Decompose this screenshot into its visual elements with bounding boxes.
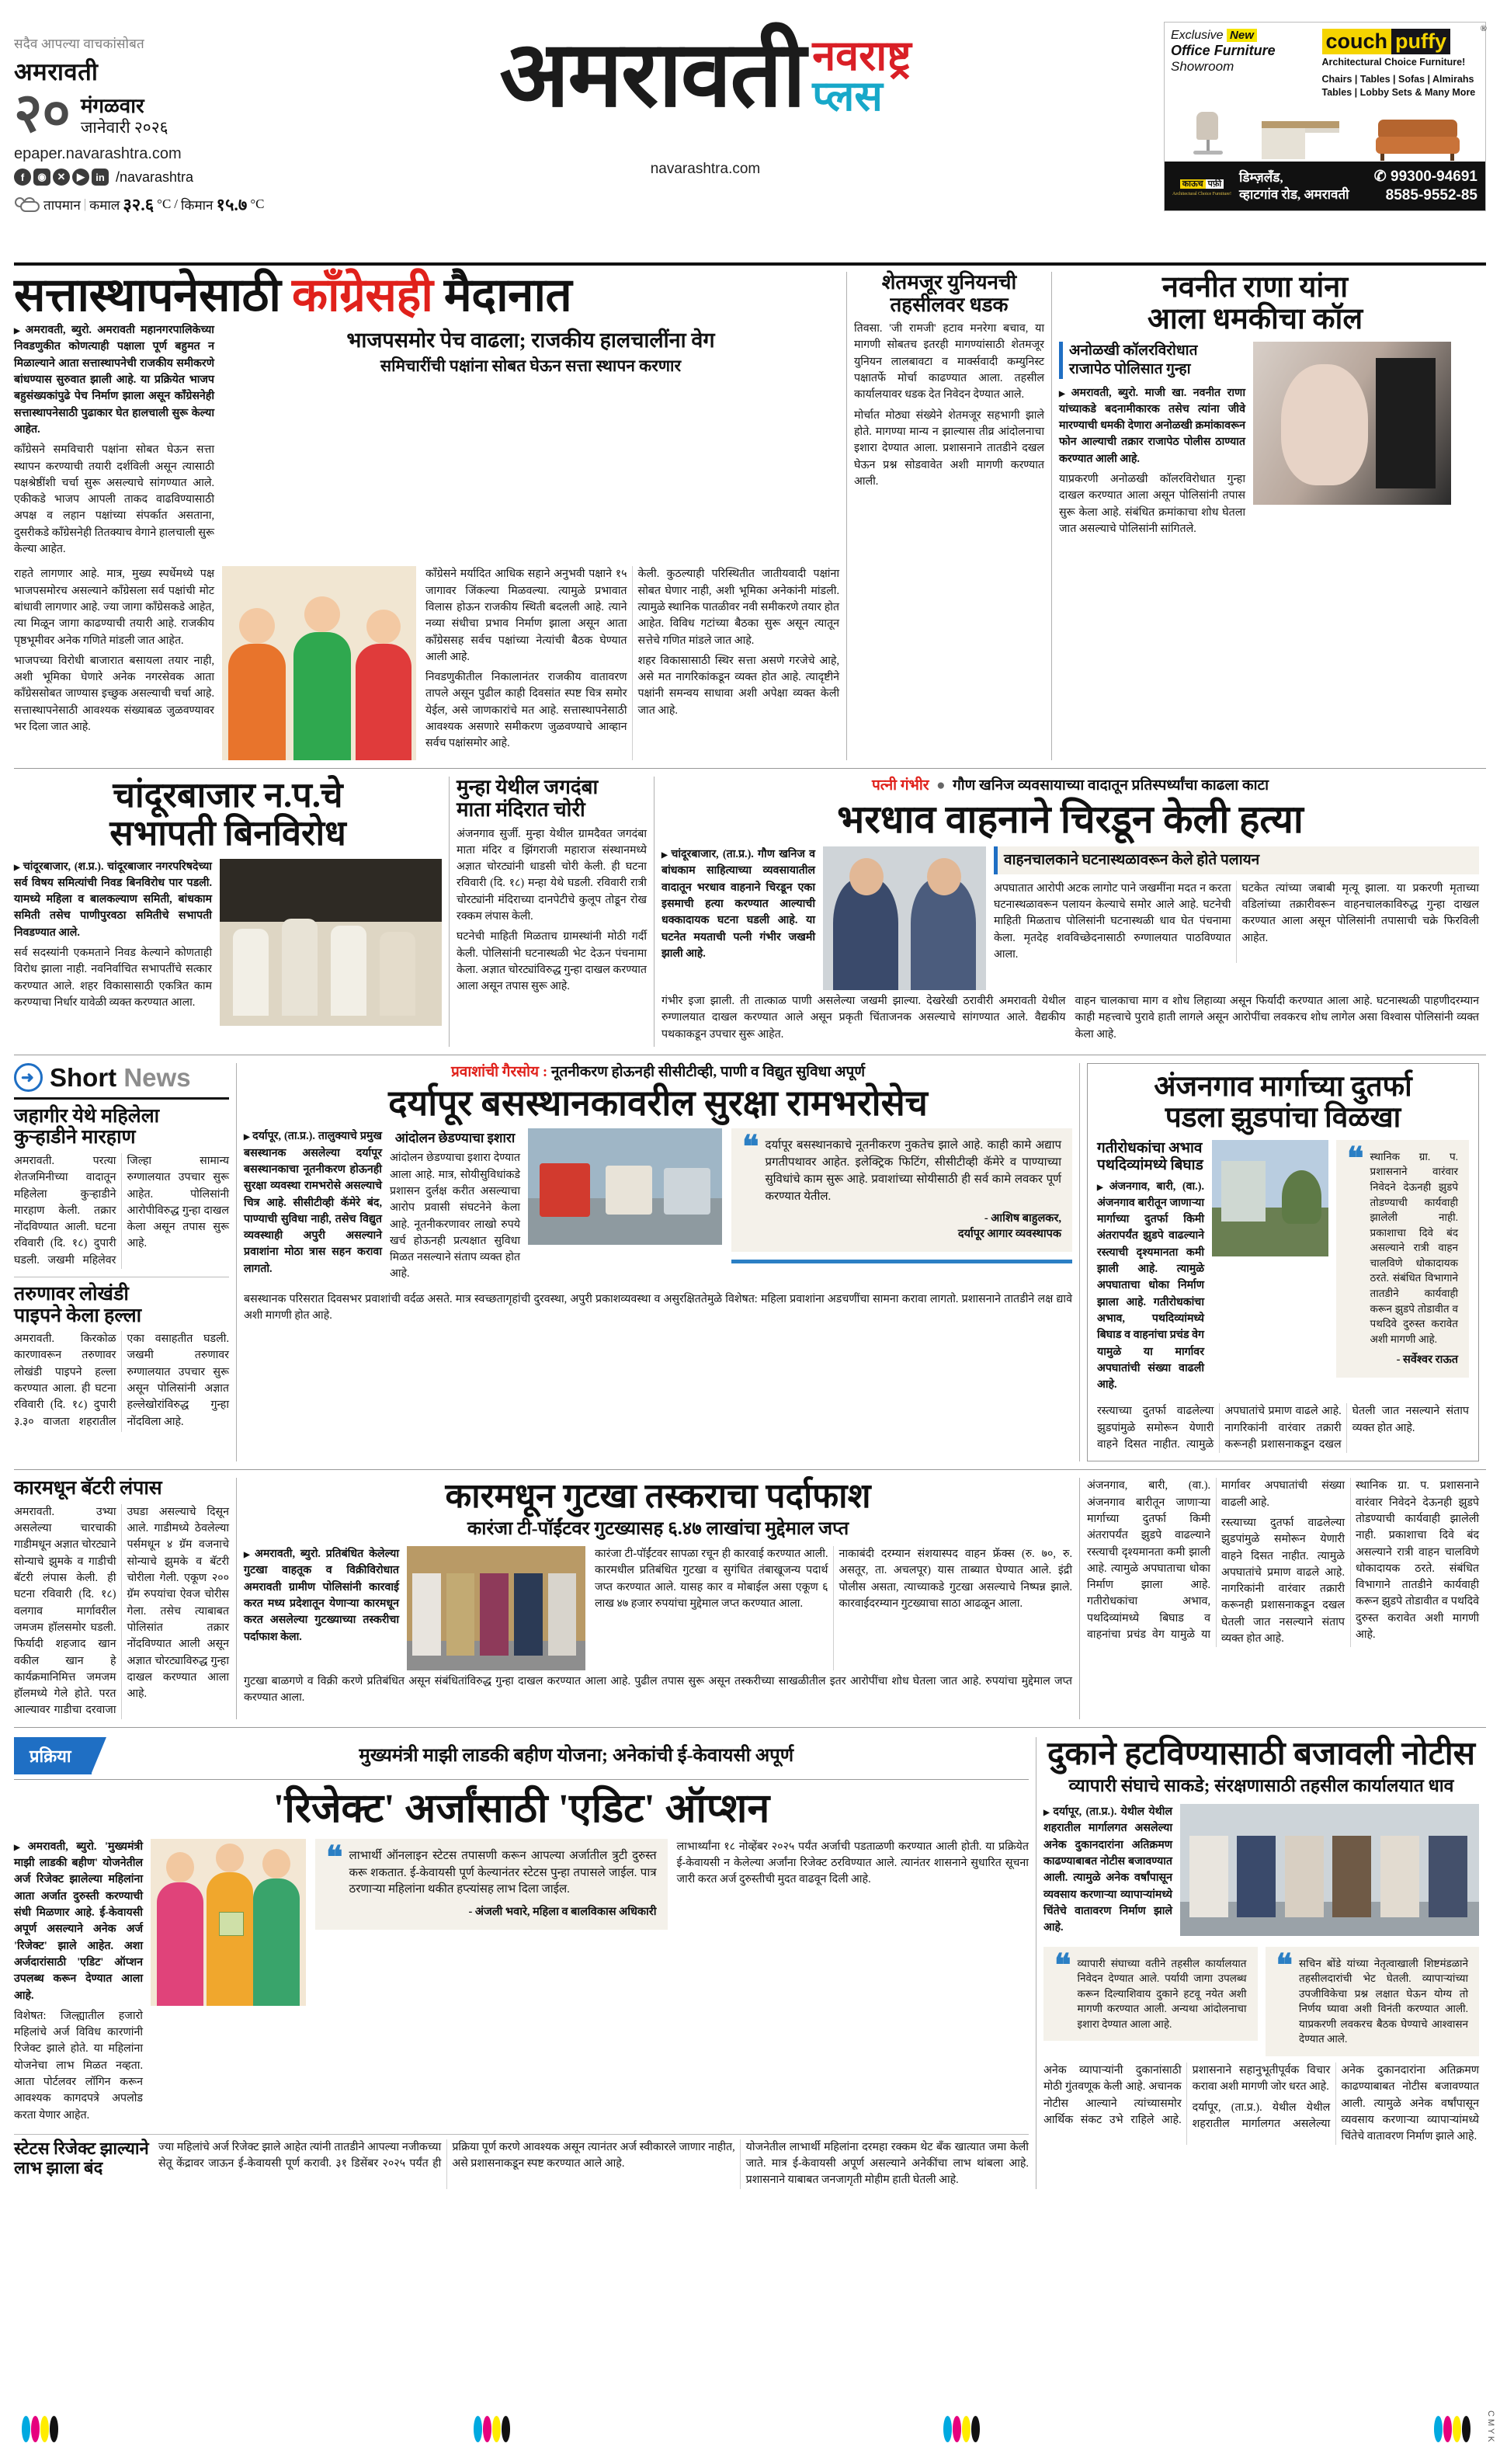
dukane-subhead: व्यापारी संघाचे साकडे; संरक्षणासाठी तहसील कार्यालयात धाव [1068,1776,1454,1796]
anjangaon-continued [1079,1478,1486,1719]
cmyk-label: C M Y K [1486,2410,1495,2442]
office-chair-image [1190,112,1226,162]
dukane-quote-2-wrap [1266,1947,1480,2056]
weather-strip [14,193,265,216]
social-links[interactable] [14,169,247,186]
temp-min-label: किमान [181,197,214,213]
arrow-circle-icon [14,1063,43,1092]
quote-mark-icon: ❝ [1276,1948,1293,1983]
ad-mini-brand-b: पफ़ी [1206,179,1224,189]
story-battery [14,1478,236,1719]
anjangaon-quote-wrap [1336,1140,1469,1398]
hatya-headline: भरधाव वाहनाने चिरडून केली हत्या [837,798,1304,842]
masthead-tagline: सदैव आपल्या वाचकांसोबत [14,36,144,51]
reject-col-3: लाभार्थ्यांना १८ नोव्हेंबर २०२५ पर्यंत अर्जाची पडताळणी करण्यात आली होती. या प्रक्रियेत ई-केवायसी न केलेल्या अर्जांना रिजेक्ट ठरविण्यात आले. त्यानंतर शासनाने सुधारित सूचना जारी करत अर्ज दुरुस्तीची मुदत वाढवून दिली आहे. [676,1840,1029,1886]
shortnews-2-headline: तरुणावर लोखंडी पाइपने केला हल्ला [14,1284,142,1326]
masthead-logo [247,11,1164,178]
daryapur-photo [528,1128,722,1245]
ad-mini-logo [1172,176,1231,196]
lead-subhead-block [222,322,839,561]
sun-cloud-icon [14,195,40,214]
anjangaon-cont-body: अंजनगाव, बारी, (वा.). अंजनगाव बारीतून जाणाऱ्या मार्गाच्या दुतर्फा किमी अंतरापर्यंत झुडपे वाढल्याने रस्त्याची दृश्यमानता कमी झाली आहे. त्यामुळे अपघाताचा धोका निर्माण झाला आहे. गतीरोधकांचा अभाव, पथदिव्यांमध्ये बिघाड व वाहनांचा प्रचंड वेग यामुळे या मार्गावर अपघातांची संख्या वाढली आहे. रस्त्याच्या दुतर्फा वाढलेल्या झुडपांमुळे समोरून येणारी वाहने दिसत नाहीत. त्यामुळे अपघातांचे प्रमाण वाढले आहे. नागरिकांनी वारंवार तक्रारी करूनही प्रशासनाकडून दखल घेतली जात नसल्याने संताप व्यक्त होत आहे. स्थानिक ग्रा. प. प्रशासनाने वारंवार निवेदने देऊनही झुडपे तोडण्याची कार्यवाही झालेली नाही. प्रकाशाचा दिवे बंद असल्याने रात्री वाहन चालविणे धोकादायक ठरते. संबंधित विभागाने तातडीने कार्यवाही करून झुडपे तोडावीत व पथदिवे दुरुस्त करावेत अशी मागणी आहे. [1087,1479,1479,1645]
newspaper-logo-title: अमरावती [499,23,805,126]
daryapur-kicker: प्रवाशांची गैरसोय : नूतनीकरण होऊनही सीसीटीव्ही, पाणी व विद्युत सुविधा अपूर्ण [450,1063,866,1080]
daryapur-quote-attrib: - आशिष बाहुलकर, दर्यापूर आगार व्यवस्थापक [957,1212,1061,1240]
mhasla-headline: मुन्हा येथील जगदंबा माता मंदिरात चोरी [457,776,599,821]
shortnews-1-body: अमरावती. परत्या शेतजमिनीच्या वादातून महिलेला कुऱ्हाडीने मारहाण केली. तक्रार नोंदविण्यात आली. घटना रविवारी (दि. १८) दुपारी घडली. जखमी महिलेवर जिल्हा सामान्य रुग्णालयात उपचार सुरू आहेत. पोलिसांनी आरोपीविरुद्ध गुन्हा दाखल केला असून तपास सुरू आहे. [14,1154,229,1267]
date-day: २० [14,84,71,144]
story-hatya [654,777,1486,1047]
shortnews-2-body: अमरावती. किरकोळ कारणावरून तरुणावर लोखंडी पाइपने हल्ला करण्यात आला. ही घटना रविवारी (दि. १८) दुपारी ३.३० वाजता शहरातील एका वसाहतीत घडली. जखमी तरुणावर रुग्णालयात उपचार सुरू असून पोलिसांनी अज्ञात हल्लेखोरांविरुद्ध गुन्हा नोंदविला आहे. [14,1333,229,1428]
second-row [14,777,1486,1047]
chandur-photo [220,859,442,1026]
mhasla-body: अंजनगाव सुर्जी. मुन्हा येथील ग्रामदैवत जगदंबा माता मंदिर व झिंगराजी महाराज संस्थानमध्ये अज्ञात चोरट्यांनी धाडसी चोरी केली. ही घटना रविवारी (दि. १८) मन्हा येथे घडली. रविवारी रात्री चोरट्यांनी मंदिराच्या दानपेटीचे कुलूप तोडून रोख रक्कम लंपास केली. घटनेची माहिती मिळताच ग्रामस्थांनी मोठी गर्दी केली. पोलिसांनी घटनास्थळी भेट देऊन पंचनामा केला. अज्ञात चोरट्यांविरुद्ध गुन्हा दाखल करण्यात आला असून तपास सुरू आहे. [457,827,647,993]
instagram-icon[interactable]: ◉ [33,169,50,186]
temp-max-label: कमाल [89,197,120,213]
quote-mark-icon: ❝ [326,1840,343,1875]
hatya-col-5: वाहन चालकाचा माग व शोध लिहाव्या असून फिर्यादी करण्यात आला आहे. घटनास्थळी पाहणीदरम्यान काही महत्त्वाचे पुरावे हाती लागले असून आरोपींचा लवकरच शोध लागेल असा विश्वास पोलिसांनी व्यक्त केला आहे. [1075,995,1479,1041]
shetmajur-headline: शेतमजूर युनियनची तहसीलवर धडक [881,271,1017,316]
reject-kicker: मुख्यमंत्री माझी लाडकी बहीण योजना; अनेकांची ई-केवायसी अपूर्ण [359,1745,794,1766]
lead-col-1: ▶ अमरावती, ब्युरो. अमरावती महानगरपालिकेच्या निवडणुकीत कोणत्याही पक्षाला पूर्ण बहुमत न मिळाल्याने आता सत्तास्थापनेची राजकीय समीकरणे बांधण्यास सुरुवात झाली आहे. या प्रक्रियेत भाजप बहुसंख्यकांपुढे पेच निर्माण झाला असून काँग्रेसनेही सत्तास्थापनेसाठी पुढाकार घेत हालचाली सुरू केल्या आहेत. काँग्रेसने समविचारी पक्षांना सोबत घेऊन सत्ता स्थापन करण्याची तयारी दर्शविली असून त्यासाठी पक्षश्रेष्ठींशी चर्चा सुरू असल्याचे सांगण्यात आले. एकीकडे भाजप आपली ताकद वाढविण्यासाठी अपक्ष व लहान पक्षांच्या संपर्कात असताना, दुसरीकडे काँग्रेसनेही तितक्याच वेगाने हालचाली सुरू केल्या आहेत. [14,322,222,561]
lead-col-3: काँग्रेसने मर्यादित आधिक सहाने अनुभवी पक्षाने १५ जागावर जिंकल्या मिळवल्या. त्यामुळे प्रभावात विलास होऊन राजकीय स्थिती बदलली आहे. त्याने नव्या संधीचा प्रभाव निर्माण झाला असून आता काँग्रेससह सर्वच पक्षांच्या नेत्यांची बैठक घेण्यात आली आहे. निवडणुकीतील निकालानंतर राजकीय वातावरण तापले असून पुढील काही दिवसांत स्पष्ट चित्र समोर येईल, असे जाणकारांचे मत आहे. सत्तास्थापनेसाठी आवश्यक असणारे समीकरण जुळवण्याचे आव्हान सर्वच पक्षांसमोर आहे. केली. कुठल्याही परिस्थितीत जातीयवादी पक्षांना सोबत घेणार नाही, अशी भूमिका अनेकांनी मांडली. त्यामुळे स्थानिक पातळीवर नवी समीकरणे तयार होत आहेत. विविध गटांच्या बैठका सुरू असून त्यातून सत्तेचे गणित मांडले जात आहे. शहर विकासासाठी स्थिर सत्ता असणे गरजेचे आहे, असे मत नागरिकांकडून व्यक्त होत आहे. त्यादृष्टीने पक्षांनी समन्वय साधावा अशी अपेक्षा व्यक्त केली जात आहे. [425,568,839,750]
navneet-body: ▶ अमरावती, ब्युरो. माजी खा. नवनीत राणा यांच्याकडे बदनामीकारक तसेच त्यांना जीवे मारण्याची धमकी देणारा अनोळखी क्रमांकावरून फोन आल्याची तक्रार राजापेठ पोलीस ठाण्यात करण्यात आली आहे. याप्रकरणी अनोळखी कॉलरविरोधात गुन्हा दाखल करण्यात आला असून पोलिसांनी तपास सुरू केला आहे. संबंधित क्रमांकाचा शोध घेतला जात असल्याचे पोलिसांनी सांगितले. [1059,385,1245,538]
fourth-row [14,1478,1486,1719]
gutkha-col-4: गुटखा बाळगणे व विक्री करणे प्रतिबंधित असून संबंधितांविरुद्ध गुन्हा दाखल करण्यात आला आहे. पुढील तपास सुरू असून तस्करीच्या साखळीतील इतर आरोपींचा शोध घेतला जात आहे. रुपयांचा मुद्देमाल जप्त करण्यात आला. [244,1675,1072,1705]
x-twitter-icon[interactable]: ✕ [53,169,70,186]
registered-mark-icon: ® [1480,24,1487,33]
navneet-photo [1253,342,1451,505]
ad-phone-2: 8585-9552-85 [1385,186,1477,203]
daryapur-col-2-wrap: आंदोलन छेडण्याचा इशारा आंदोलन छेडण्याचा इशारा देण्यात आला आहे. मात्र, सोयीसुविधांकडे प्रशासन दुर्लक्ष करीत असल्याचा आरोप प्रवासी संघटनेने केला आहे. नूतनीकरणावर लाखो रुपये खर्च होऊनही प्रत्यक्षात सुविधा मिळत नसल्याने संताप व्यक्त होत आहे. [390,1128,528,1286]
reject-col-rest: ज्या महिलांचे अर्ज रिजेक्ट झाले आहेत त्यांनी तातडीने आपल्या नजीकच्या सेतू केंद्रावर जाऊन ई-केवायसी पूर्ण करावी. ३१ डिसेंबर २०२५ पर्यंत ही प्रक्रिया पूर्ण करणे आवश्यक असून त्यानंतर अर्ज स्वीकारले जाणार नाहीत, असे प्रशासनाकडून स्पष्ट करण्यात आले आहे. योजनेतील लाभार्थी महिलांना दरमहा रक्कम थेट बँक खात्यात जमा केली जाते. मात्र ई-केवायसी अपूर्ण असल्याने अनेकींचा लाभ थांबला आहे. प्रशासनाने याबाबत जनजागृती मोहीम हाती घेतली आहे. [158,2140,1029,2187]
date-month-year: जानेवारी २०२६ [80,118,168,137]
hatya-right [994,846,1479,990]
short-news-item-2 [14,1284,229,1432]
ad-exclusive-text: Exclusive [1171,29,1224,42]
short-news-title-b: News [123,1062,191,1092]
hatya-subbar: वाहनचालकाने घटनास्थळावरून केले होते पलायन [994,846,1479,874]
daryapur-quote-wrap [731,1128,1072,1286]
ad-new-badge: New [1227,29,1257,42]
dukane-col-4: अनेक व्यापाऱ्यांनी दुकानांसाठी मोठी गुंतवणूक केली आहे. अचानक नोटीस आल्याने त्यांच्यासमोर आर्थिक संकट उभे राहिले आहे. प्रशासनाने सहानुभूतीपूर्वक विचार करावा अशी मागणी जोर धरत आहे. दर्यापूर, (ता.प्र.). येथील येथील शहरातील मार्गालगत असलेल्या अनेक दुकानदारांना अतिक्रमण काढण्याबाबत नोटीस बजावण्यात आली. त्यामुळे अनेक वर्षांपासून व्यवसाय करणाऱ्या व्यापाऱ्यांमध्ये चिंतेचे वातावरण निर्माण झाले आहे. [1043,2063,1479,2143]
ad-address-line1: डिम्ज़लँड, [1238,170,1283,186]
ad-product-images [1165,101,1485,162]
anjangaon-body-2: रस्त्याच्या दुतर्फा वाढलेल्या झुडपांमुळे समोरून येणारी वाहने दिसत नाहीत. त्यामुळे अपघातांचे प्रमाण वाढले आहे. नागरिकांनी वारंवार तक्रारी करूनही प्रशासनाकडून दखल घेतली जात नसल्याने संताप व्यक्त होत आहे. [1097,1405,1469,1451]
youtube-icon[interactable]: ▶ [72,169,89,186]
lead-photo-illustration [222,566,416,760]
anjangaon-photo [1212,1140,1328,1256]
dukane-photo [1180,1804,1479,1936]
shortnews-1-headline: जहागीर येथे महिलेला कुऱ्हाडीने मारहाण [14,1105,160,1149]
website-url[interactable]: navarashtra.com [650,161,761,178]
logo-brand-line2: प्लस [812,73,883,120]
masthead-left [14,11,265,216]
daryapur-quote: ❝ दर्यापूर बसस्थानकाचे नूतनीकरण नुकतेच झाले आहे. काही कामे अद्याप प्रगतीपथावर आहेत. इलेक्ट्रिक फिटिंग, सीसीटीव्ही कॅमेरे व पाण्याच्या सुविधांचे काम सुरू आहे. प्रवाशांच्या सोयीसाठी ही सर्व कामे लवकर पूर्ण करण्यात येतील. - आशिष बाहुलकर, दर्यापूर आगार व्यवस्थापक [731,1128,1072,1251]
daryapur-sub-red: आंदोलन छेडण्याचा इशारा [394,1131,516,1146]
story-mhasla [449,777,654,1047]
gutkha-headline: कारमधून गुटखा तस्कराचा पर्दाफाश [445,1477,871,1516]
short-news-header [14,1063,229,1093]
edition-city: अमरावती [14,58,99,85]
ad-tagline: Architectural Choice Furniture! [1321,57,1466,68]
process-badge: प्रक्रिया [14,1737,92,1774]
lead-story [14,269,846,760]
gutkha-subhead: कारंजा टी-पॉईंटवर गुटख्यासह ६.४७ लाखांचा मुद्देमाल जप्त [467,1518,849,1539]
ad-product-list-1: Chairs | Tables | Sofas | Almirahs [1321,74,1474,85]
ad-brand-puffy: puffy [1391,29,1450,54]
gutkha-col-2: कारंजा टी-पॉईंटवर सापळा रचून ही कारवाई करण्यात आली. कारमधील प्रतिबंधित गुटखा व सुगंधित तंबाखूजन्य पदार्थ जप्त करण्यात आले. यासह कार व मोबाईल असा एकूण ६ लाख ४७ हजार रुपयांचा मुद्देमाल जप्त करण्यात आला. नाकाबंदी दरम्यान संशयास्पद वाहन फ्रॅक्स (रु. ७०, रु. असतूर, ता. अचलपूर) यास ताब्यात घेण्यात आले. इंद्री पोलीस असता, त्याच्याकडे गुटखा असल्याचे निष्पन्न झाले. कारवाईदरम्यान गुटख्याचा साठा आढळून आला. [595,1548,1072,1611]
top-advertisement[interactable] [1164,22,1486,211]
story-reject [14,1737,1036,2189]
reject-illustration [151,1839,306,2006]
epaper-url[interactable]: epaper.navarashtra.com [14,145,182,163]
short-news-item-1 [14,1106,229,1269]
battery-body: अमरावती. उभ्या असलेल्या चारचाकी गाडीमधून अज्ञात चोरट्याने सोन्याचे झुमके व गाडीची बॅटरी लंपास केली. ही घटना रविवारी (दि. १८) वलगाव मार्गावरील जमजम हॉलसमोर घडली. फिर्यादी शहजाद खान वकील खान हे कार्यक्रमानिमित्त जमजम हॉलमध्ये गेले होते. परत आल्यावर गाडीचा दरवाजा उघडा असल्याचे दिसून आले. गाडीमध्ये ठेवलेल्या पर्समधून ४ ग्रॅम वजनाचे सोन्याचे झुमके व बॅटरी चोरीला गेली. एकूण २०० ग्रॅम रुपयांचा ऐवज चोरीस गेला. तसेच त्याबाबत पोलिसांत तक्रार नोंदविण्यात आली असून अज्ञात चोरट्याविरुद्ध गुन्हा दाखल करण्यात आला आहे. [14,1505,229,1717]
bottom-row [14,1737,1486,2189]
lead-row [14,269,1486,760]
linkedin-icon[interactable]: in [92,169,109,186]
hatya-col-2: अपघातात आरोपी अटक लागोट पाने जखमींना मदत न करता घटनास्थळावरून पलायन केल्याचे समोर आले आहे. घटनेची माहिती मिळताच पोलिसांनी घटनास्थळी धाव घेत पंचनामा केला. मृतदेह शवविच्छेदनासाठी रुग्णालयात पाठविण्यात आला. घटकेत त्यांच्या जबाबी मृत्यू झाला. या प्रकरणी मृताच्या वडिलांच्या तक्रारीवरून वाहनचालकाविरुद्ध गुन्हा दाखल करण्यात आला असून पोलिसांनी तपासाची चक्रे फिरविली आहेत. [994,881,1479,961]
ad-brand-couch: couch [1322,29,1392,54]
quote-mark-icon: ❝ [1054,1948,1071,1983]
facebook-icon[interactable]: f [14,169,31,186]
date-weekday: मंगळवार [80,95,144,117]
reject-quote-wrap [315,1839,668,2128]
ad-address-line2: व्हाटगांव रोड, अमरावती [1238,186,1349,202]
navneet-kicker: अनोळखी कॉलरविरोधात राजापेठ पोलिसात गुन्हा [1059,342,1245,379]
phone-icon: ✆ [1373,168,1387,185]
story-dukane [1036,1737,1486,2189]
quote-underline [731,1260,1072,1263]
daryapur-col-3: बसस्थानक परिसरात दिवसभर प्रवाशांची वर्दळ असते. मात्र स्वच्छतागृहांची दुरवस्था, अपुरी प्रकाशव्यवस्था व असुरक्षिततेमुळे विशेषत: महिला प्रवाशांना अडचणींचा सामना करावा लागतो. प्रशासनाने तातडीने लक्ष द्यावे अशी मागणी होत आहे. [244,1292,1072,1322]
story-gutkha [236,1478,1079,1719]
masthead [14,11,1486,258]
story-shetmajur [846,272,1051,760]
daryapur-col-1: ▶ दर्यापूर, (ता.प्र.). तालुक्याचे प्रमुख बसस्थानक असलेल्या दर्यापूर बसस्थानकाचा नूतनीकरण होऊनही सुरक्षा व्यवस्था रामभरोसे असल्याचे चित्र आहे. सीसीटीव्ही कॅमेरे बंद, पाण्याची सुविधा नाही, तसेच विद्युत व्यवस्थाही अपुरी असल्याने प्रवाशांना मोठा त्रास सहन करावा लागतो. [244,1128,390,1286]
navneet-headline: नवनीत राणा यांना आला धमकीचा कॉल [1147,271,1363,336]
story-anjangaon [1079,1063,1486,1461]
anjangaon-left: गतीरोधकांचा अभाव पथदिव्यांमध्ये बिघाड ▶ अंजनगाव, बारी, (वा.). अंजनगाव बारीतून जाणाऱ्या मार्गाच्या दुतर्फा किमी अंतरापर्यंत झुडपे वाढल्याने रस्त्याची दृश्यमानता कमी झाली आहे. त्यामुळे अपघाताचा धोका निर्माण झाला आहे. गतीरोधकांचा अभाव, पथदिव्यांमध्ये बिघाड व वाहनांचा प्रचंड वेग यामुळे या मार्गावर अपघातांची संख्या वाढली आहे. [1097,1140,1212,1398]
ad-showroom: Showroom [1171,59,1234,74]
cmyk-registration-marks [0,2416,1500,2447]
hatya-photo [823,846,986,990]
daryapur-headline: दर्यापूर बसस्थानकावरील सुरक्षा रामभरोसेच [388,1083,928,1123]
ad-mini-tagline: Architectural Choice Furniture! [1172,191,1231,196]
anjangaon-headline: अंजनगाव मार्गाच्या दुतर्फा पडला झुडपांचा विळखा [1154,1070,1412,1134]
chandur-headline: चांदूरबाजार न.प.चे सभापती बिनविरोध [109,776,346,853]
lead-col-1b: राहते लागणार आहे. मात्र, मुख्य स्पर्धेमध्ये पक्ष भाजपसमोरच असल्याने काँग्रेसला सर्व पक्षांची मोट बांधावी लागणार आहे. ज्या जागा काँग्रेसकडे आहेत, त्या मिळून जागा काढण्याची तयारी आहे. राजकीय पृष्ठभूमीवर अनेक गणिते मांडली जात आहेत. भाजपच्या विरोधी बाजारात बसायला तयार नाही, अशी भूमिका घेणारे अनेक नगरसेवक आता काँग्रेससोबत जाण्यास इच्छुक असल्याची चर्चा आहे. सत्तास्थापनेसाठी आवश्यक संख्याबळ जुळवण्यावर भर दिला जात आहे. [14,568,214,734]
anjangaon-sub: गतीरोधकांचा अभाव पथदिव्यांमध्ये बिघाड [1097,1139,1203,1173]
masthead-divider [14,262,1486,266]
row-divider-3 [14,1469,1486,1470]
gutkha-photo [407,1546,585,1670]
battery-headline: कारमधून बॅटरी लंपास [14,1478,162,1500]
anjangaon-quote-attrib: - सर्वेश्वर राऊत [1396,1354,1458,1367]
ad-mini-brand-a: काऊच [1180,179,1206,189]
office-desk-image [1262,121,1339,162]
reject-sub-center: स्टेटस रिजेक्ट झाल्याने लाभ झाला बंद [14,2138,149,2177]
logo-brand-line1: नवराष्ट्र [812,33,911,79]
ad-phone-1: 99300-94691 [1391,168,1477,185]
lead-subhead: भाजपसमोर पेच वाढला; राजकीय हालचालींना वेग [346,328,715,353]
hatya-col-1: ▶ चांदूरबाजार, (ता.प्र.). गौण खनिज व बांधकाम साहित्याच्या व्यवसायातील वादातून भरधाव वाहनाने चिरडून एका इसमाची हत्या करण्यात आल्याची धक्कादायक घटना घडली आहे. या घटनेत मयताची पत्नी गंभीर जखमी झाली आहे. [661,846,823,990]
dukane-col-1: ▶ दर्यापूर, (ता.प्र.). येथील येथील शहरातील मार्गालगत असलेल्या अनेक दुकानदारांना अतिक्रमण काढण्याबाबत नोटीस बजावण्यात आली. त्यामुळे अनेक वर्षांपासून व्यवसाय करणाऱ्या व्यापाऱ्यांमध्ये चिंतेचे वातावरण निर्माण झाले आहे. [1043,1804,1180,1940]
shetmajur-body: तिवसा. 'जी रामजी' हटाव मनरेगा बचाव, या मागणी सोबतच इतरही मागण्यांसाठी शेतमजूर युनियन लालबावटा व मार्क्सवादी कम्युनिस्ट पक्षातर्फे मोर्चा काढण्यात आला. तहसील कार्यालयावर धडक देत निवेदन देण्यात आले. मोर्चात मोठ्या संख्येने शेतमजूर सहभागी झाले होते. मागण्या मान्य न झाल्यास तीव्र आंदोलनाचा इशारा देण्यात आला. प्रशासनाने तातडीने दखल घेऊन प्रश्न सोडवावेत अशी मागणी करण्यात आली. [854,322,1044,488]
temp-unit-max: °C [157,196,172,212]
sofa-image [1376,118,1460,162]
short-news-title-a: Short [50,1062,117,1092]
quote-mark-icon: ❝ [1347,1141,1364,1176]
temp-label: तापमान [43,197,81,213]
lead-subhead-2: समिचारींची पक्षांना सोबत घेऊन सत्ता स्थापन करणार [380,356,682,376]
temp-unit-min: °C [250,196,265,212]
reject-col-1: ▶ अमरावती, ब्युरो. 'मुख्यमंत्री माझी लाडकी बहीण' योजनेतील अर्ज रिजेक्ट झालेल्या महिलांना आता अर्जात दुरुस्ती करण्याची संधी मिळणार आहे. ई-केवायसी अपूर्ण असल्याने अनेक अर्ज 'रिजेक्ट' झाले आहेत. अशा अर्जदारांसाठी 'एडिट' ऑप्शन उपलब्ध करून देण्यात आला आहे. विशेषत: जिल्ह्यातील हजारो महिलांचे अर्ज विविध कारणांनी रिजेक्ट झाले होते. या महिलांना योजनेचा लाभ मिळत नव्हता. आता पोर्टलवर लॉगिन करून आवश्यक कागदपत्रे अपलोड करता येणार आहेत. [14,1839,151,2128]
couchpuffy-logo [1322,24,1487,54]
reject-quote: ❝ लाभार्थी ऑनलाइन स्टेटस तपासणी करून आपल्या अर्जातील त्रुटी दुरुस्त करू शकतात. ई-केवायसी पूर्ण केल्यानंतर स्टेटस पुन्हा तपासले जाईल. पात्र ठरणाऱ्या महिलांना थकीत हप्त्यांसह लाभ दिला जाईल. - अंजली भवारे, महिला व बालविकास अधिकारी [315,1839,668,1930]
dukane-quote-1: ❝ व्यापारी संघाच्या वतीने तहसील कार्यालयात निवेदन देण्यात आले. पर्यायी जागा उपलब्ध करून दिल्याशिवाय दुकाने हटवू नयेत अशी मागणी करण्यात आली. अन्यथा आंदोलनाचा इशारा देण्यात आला आहे. [1043,1947,1258,2042]
lead-headline: सत्तास्थापनेसाठी काँग्रेसही मैदानात [14,269,572,321]
ad-product-list-2: Tables | Lobby Sets & Many More [1321,86,1476,98]
story-navneet [1051,272,1458,760]
temp-slash: / [174,196,179,212]
hatya-kicker: पत्नी गंभीर ● गौण खनिज व्यवसायाच्या वादातून प्रतिस्पर्ध्यांचा काढला काटा [871,777,1269,794]
gutkha-col-1: ▶ अमरावती, ब्युरो. प्रतिबंधित केलेल्या गुटखा वाहतूक व विक्रीविरोधात अमरावती ग्रामीण पोलिसांनी कारवाई करत मध्य प्रदेशातून येणाऱ्या कारमधून करत असलेल्या गुटख्याच्या तस्करीचा पर्दाफाश केला. [244,1546,407,1670]
ad-office-furniture: Office Furniture [1171,43,1276,58]
quote-mark-icon: ❝ [742,1130,759,1165]
dukane-quote-1-wrap [1043,1947,1266,2056]
reject-quote-attrib: - अंजली भवारे, महिला व बालविकास अधिकारी [468,1906,657,1919]
dukane-headline: दुकाने हटविण्यासाठी बजावली नोटीस [1047,1736,1476,1772]
hatya-col-4: गंभीर इजा झाली. ती तात्काळ पाणी असलेल्या जखमी झाल्या. देखरेखी ठरावीरी अमरावती येथील रुग्णालयात दाखल करण्यात आले असून प्रकृती चिंताजनक असल्याचे सांगण्यात आले. वैद्यकीय पथकाकडून उपचार सुरू आहेत. [661,995,1066,1041]
dukane-quote-2: ❝ सचिन बोंडे यांच्या नेतृत्वाखाली शिष्टमंडळाने तहसीलदारांची भेट घेतली. व्यापाऱ्यांच्या उपजीविकेचा प्रश्न लक्षात घेऊन योग्य तो निर्णय घ्यावा अशी विनंती करण्यात आली. याप्रकरणी लवकरच बैठक घेण्याचे आश्वासन देण्यात आले. [1266,1947,1480,2056]
temp-min-value: १५.७ [216,195,248,215]
third-row [14,1063,1486,1461]
social-handle[interactable]: /navarashtra [116,169,194,185]
row-divider-4 [14,1727,1486,1728]
row-divider-1 [14,768,1486,769]
temp-max-value: ३२.६ [123,195,155,215]
date-block [14,84,247,144]
temp-separator: | [83,196,87,212]
short-news-section [14,1063,236,1461]
reject-headline: 'रिजेक्ट' अर्जांसाठी 'एडिट' ऑप्शन [273,1786,770,1831]
chandur-body: ▶ चांदूरबाजार, (श.प्र.). चांदूरबाजार नगरपरिषदेच्या सर्व विषय समित्यांची निवड बिनविरोध पार पडली. यामध्ये महिला व बालकल्याण समिती, बांधकाम समिती तसेच पाणीपुरवठा समितीचे सभापती निवडण्यात आले. सर्व सदस्यांनी एकमताने निवड केल्याने कोणताही विरोध झाला नाही. नवनिर्वाचित सभापतींचे सत्कार करण्यात आले. शहर विकासासाठी एकत्रित काम करण्याचा निर्धार यावेळी व्यक्त करण्यात आला. [14,859,220,1026]
story-daryapur [236,1063,1079,1461]
story-chandur [14,777,449,1047]
anjangaon-quote: ❝ स्थानिक ग्रा. प. प्रशासनाने वारंवार निवेदने देऊनही झुडपे तोडण्याची कार्यवाही झालेली नाही. प्रकाशाचा दिवे बंद असल्याने रात्री वाहन चालविणे धोकादायक ठरते. संबंधित विभागाने तातडीने कार्यवाही करून झुडपे तोडावीत व पथदिवे दुरुस्त करावेत अशी मागणी आहे. - सर्वेश्वर राऊत [1336,1140,1469,1378]
